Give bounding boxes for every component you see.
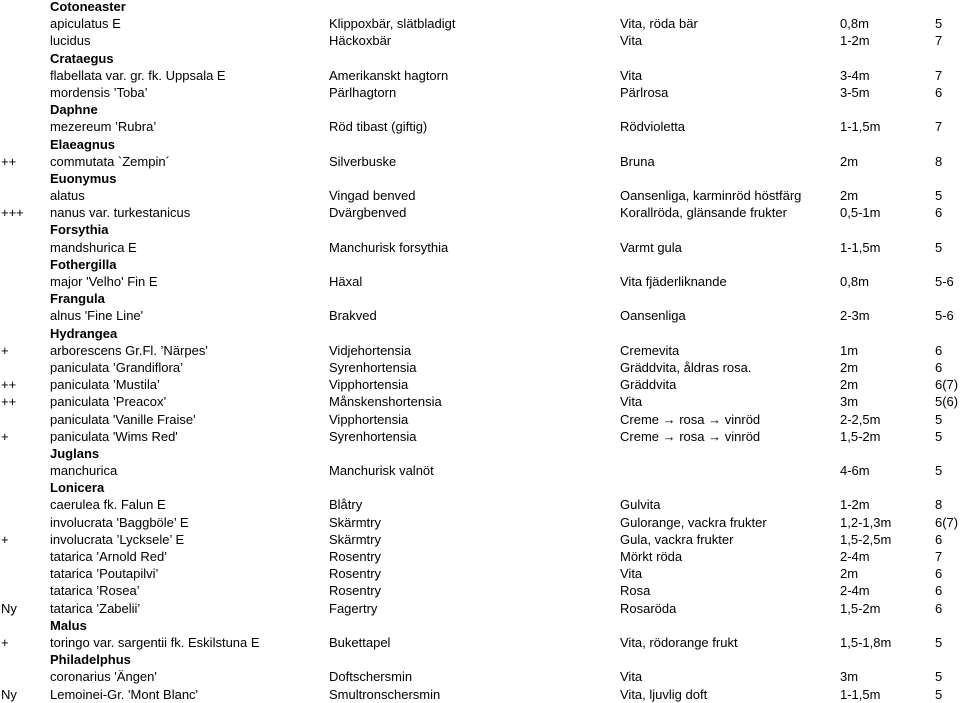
plant-height: 1-2m: [840, 497, 870, 513]
hardiness-zone: 5-6: [935, 274, 954, 289]
latin-name: alnus 'Fine Line': [50, 308, 144, 324]
swedish-name: Skärmtry: [329, 514, 381, 530]
swedish-name: Manchurisk forsythia: [329, 239, 449, 255]
hardiness-zone: 6: [935, 342, 943, 358]
flower-color: Pärlrosa: [620, 84, 669, 100]
swedish-name: Vipphortensia: [329, 377, 409, 393]
plant-row: [0, 393, 960, 410]
swedish-name: Syrenhortensia: [329, 428, 417, 444]
flower-color: Gula, vackra frukter: [620, 531, 734, 547]
latin-name: paniculata 'Wims Red': [50, 428, 178, 444]
plant-height: 2m: [840, 359, 859, 375]
plant-height: 1-1,5m: [840, 686, 881, 702]
latin-name: involucrata 'Baggböle’ E: [50, 514, 189, 530]
hardiness-zone: 6(7): [935, 377, 959, 393]
latin-name: tatarica ’Poutapilvi’: [50, 566, 159, 582]
genus-header-row: [0, 479, 960, 496]
novelty-mark: ++: [1, 153, 17, 169]
flower-color: Rosaröda: [620, 600, 677, 616]
flower-color: Oansenliga, karminröd höstfärg: [620, 188, 802, 204]
swedish-name: Dvärgbenved: [329, 205, 407, 221]
flower-color: Vita: [620, 33, 643, 49]
swedish-name: Doftschersmin: [329, 669, 413, 685]
plant-height: 1,2-1,3m: [840, 514, 892, 530]
swedish-name: Månskenshortensia: [329, 394, 442, 410]
swedish-name: Rosentry: [329, 566, 382, 582]
flower-color: Creme → rosa → vinröd: [620, 411, 761, 427]
latin-name: arborescens Gr.Fl. ’Närpes': [50, 342, 208, 358]
plant-height: 0,5-1m: [840, 205, 881, 221]
genus-name: Daphne: [50, 102, 98, 118]
plant-row: [0, 118, 960, 135]
plant-height: 2m: [840, 566, 859, 582]
swedish-name: Manchurisk valnöt: [329, 463, 434, 479]
plant-height: 2-3m: [840, 308, 870, 324]
genus-name: Frangula: [50, 291, 105, 307]
genus-name: Juglans: [50, 445, 100, 461]
plant-row: [0, 686, 960, 703]
plant-row: [0, 307, 960, 324]
plant-height: 1,5-2m: [840, 428, 881, 444]
flower-color: Gulorange, vackra frukter: [620, 514, 767, 530]
plant-row: [0, 565, 960, 582]
plant-row: [0, 376, 960, 393]
swedish-name: Syrenhortensia: [329, 359, 417, 375]
genus-name: Philadelphus: [50, 652, 131, 668]
flower-color: Vita, rödorange frukt: [620, 634, 738, 650]
genus-name: Malus: [50, 617, 87, 633]
hardiness-zone: 6: [935, 205, 943, 221]
plant-height: 2-4m: [840, 549, 870, 564]
genus-header-row: [0, 290, 960, 307]
flower-color: Vita: [620, 67, 643, 83]
genus-header-row: [0, 0, 960, 15]
latin-name: Lemoinei-Gr. 'Mont Blanc': [50, 686, 199, 702]
latin-name: caerulea fk. Falun E: [50, 497, 166, 513]
hardiness-zone: 8: [935, 153, 943, 169]
flower-color: Rosa: [620, 583, 651, 599]
flower-color: Vita: [620, 669, 643, 685]
plant-height: 1,5-2m: [840, 600, 881, 616]
plant-row: [0, 600, 960, 617]
plant-height: 2m: [840, 377, 859, 393]
novelty-mark: +: [1, 531, 9, 547]
hardiness-zone: 6: [935, 566, 943, 582]
genus-header-row: [0, 325, 960, 342]
genus-header-row: [0, 221, 960, 238]
hardiness-zone: 5: [935, 686, 943, 702]
plant-height: 2-4m: [840, 583, 870, 599]
hardiness-zone: 5(6): [935, 394, 959, 410]
genus-header-row: [0, 617, 960, 634]
genus-header-row: [0, 445, 960, 462]
plant-height: 1,5-1,8m: [840, 634, 892, 650]
flower-color: Vita: [620, 394, 643, 410]
swedish-name: Skärmtry: [329, 531, 381, 547]
plant-height: 2m: [840, 188, 859, 204]
swedish-name: Pärlhagtorn: [329, 84, 397, 100]
swedish-name: Smultronschersmin: [329, 686, 441, 702]
plant-height: 3m: [840, 669, 859, 685]
flower-color: Creme → rosa → vinröd: [620, 428, 761, 444]
plant-height: 1-1,5m: [840, 239, 881, 255]
genus-header-row: [0, 136, 960, 153]
swedish-name: Fagertry: [329, 600, 378, 616]
plant-row: [0, 548, 960, 565]
novelty-mark: Ny: [1, 686, 17, 702]
plant-row: [0, 153, 960, 170]
flower-color: Mörkt röda: [620, 549, 683, 564]
novelty-mark: +: [1, 634, 9, 650]
novelty-mark: Ny: [1, 600, 17, 616]
swedish-name: Vipphortensia: [329, 411, 409, 427]
plant-height: 1,5-2,5m: [840, 531, 892, 547]
latin-name: commutata `Zempin´: [50, 153, 170, 169]
swedish-name: Häckoxbär: [329, 33, 392, 49]
plant-row: [0, 359, 960, 376]
genus-header-row: [0, 651, 960, 668]
hardiness-zone: 6: [935, 359, 943, 375]
flower-color: Gulvita: [620, 497, 661, 513]
hardiness-zone: 5: [935, 634, 943, 650]
plant-row: [0, 634, 960, 651]
plant-height: 1m: [840, 342, 859, 358]
hardiness-zone: 6: [935, 531, 943, 547]
hardiness-zone: 5: [935, 463, 943, 479]
latin-name: mandshurica E: [50, 239, 137, 255]
hardiness-zone: 5: [935, 411, 943, 427]
plant-row: [0, 582, 960, 599]
latin-name: mordensis ’Toba’: [50, 84, 148, 100]
latin-name: paniculata 'Vanille Fraise': [50, 411, 196, 427]
plant-height: 2m: [840, 153, 859, 169]
plant-row: [0, 204, 960, 221]
swedish-name: Amerikanskt hagtorn: [329, 67, 449, 83]
novelty-mark: +: [1, 428, 9, 444]
novelty-mark: +: [1, 342, 9, 358]
genus-name: Elaeagnus: [50, 136, 116, 152]
plant-height: 2-2,5m: [840, 411, 881, 427]
plant-height: 1-1,5m: [840, 119, 881, 135]
plant-row: [0, 411, 960, 428]
hardiness-zone: 7: [935, 119, 943, 135]
flower-color: Bruna: [620, 153, 655, 169]
plant-row: [0, 462, 960, 479]
latin-name: tatarica ’Arnold Red’: [50, 549, 168, 564]
novelty-mark: ++: [1, 394, 17, 410]
latin-name: tatarica ’Zabelii’: [50, 600, 141, 616]
flower-color: Oansenliga: [620, 308, 686, 324]
hardiness-zone: 5: [935, 669, 943, 685]
latin-name: apiculatus E: [50, 16, 121, 32]
flower-color: Vita, röda bär: [620, 16, 698, 32]
latin-name: paniculata ’Preacox’: [50, 394, 167, 410]
flower-color: Vita, ljuvlig doft: [620, 686, 708, 702]
genus-name: Cotoneaster: [50, 0, 126, 14]
swedish-name: Rosentry: [329, 549, 382, 564]
hardiness-zone: 8: [935, 497, 943, 513]
latin-name: nanus var. turkestanicus: [50, 205, 191, 221]
hardiness-zone: 6: [935, 84, 943, 100]
flower-color: Korallröda, glänsande frukter: [620, 205, 787, 221]
genus-name: Forsythia: [50, 222, 109, 238]
swedish-name: Blåtry: [329, 497, 363, 513]
swedish-name: Rosentry: [329, 583, 382, 599]
hardiness-zone: 7: [935, 549, 943, 564]
genus-name: Lonicera: [50, 480, 105, 496]
plant-row: [0, 342, 960, 359]
swedish-name: Häxal: [329, 274, 363, 289]
genus-name: Hydrangea: [50, 325, 118, 341]
plant-row: [0, 428, 960, 445]
latin-name: paniculata ’Mustila’: [50, 377, 160, 393]
swedish-name: Klippoxbär, slätbladigt: [329, 16, 456, 32]
genus-header-row: [0, 101, 960, 118]
hardiness-zone: 6: [935, 600, 943, 616]
novelty-mark: +++: [1, 205, 24, 221]
plant-height: 4-6m: [840, 463, 870, 479]
genus-header-row: [0, 256, 960, 273]
swedish-name: Bukettapel: [329, 634, 391, 650]
plant-row: [0, 496, 960, 513]
hardiness-zone: 5-6: [935, 308, 954, 324]
flower-color: Vita fjäderliknande: [620, 274, 727, 289]
swedish-name: Röd tibast (giftig): [329, 119, 428, 135]
latin-name: mezereum ’Rubra’: [50, 119, 157, 135]
swedish-name: Vingad benved: [329, 188, 416, 204]
latin-name: toringo var. sargentii fk. Eskilstuna E: [50, 634, 260, 650]
hardiness-zone: 5: [935, 239, 943, 255]
flower-color: Varmt gula: [620, 239, 682, 255]
swedish-name: Silverbuske: [329, 153, 397, 169]
genus-name: Fothergilla: [50, 256, 117, 272]
flower-color: Cremevita: [620, 342, 680, 358]
hardiness-zone: 5: [935, 188, 943, 204]
plant-row: [0, 239, 960, 256]
genus-name: Crataegus: [50, 50, 114, 66]
flower-color: Gräddvita: [620, 377, 677, 393]
genus-header-row: [0, 170, 960, 187]
plant-row: [0, 32, 960, 49]
swedish-name: Vidjehortensia: [329, 342, 412, 358]
plant-height: 3-5m: [840, 84, 870, 100]
hardiness-zone: 5: [935, 428, 943, 444]
latin-name: involucrata ’Lycksele’ E: [50, 531, 185, 547]
plant-row: [0, 84, 960, 101]
swedish-name: Brakved: [329, 308, 377, 324]
latin-name: paniculata ’Grandiflora’: [50, 359, 183, 375]
plant-row: [0, 15, 960, 32]
latin-name: manchurica: [50, 463, 118, 479]
latin-name: coronarius 'Ängen': [50, 669, 157, 685]
plant-row: [0, 514, 960, 531]
flower-color: Rödvioletta: [620, 119, 686, 135]
plant-row: [0, 531, 960, 548]
latin-name: flabellata var. gr. fk. Uppsala E: [50, 67, 226, 83]
hardiness-zone: 6: [935, 583, 943, 599]
latin-name: tatarica ’Rosea’: [50, 583, 140, 599]
hardiness-zone: 7: [935, 33, 943, 49]
plant-row: [0, 668, 960, 685]
flower-color: Vita: [620, 566, 643, 582]
latin-name: lucidus: [50, 33, 91, 49]
genus-header-row: [0, 50, 960, 67]
latin-name: major 'Velho' Fin E: [50, 274, 158, 289]
plant-height: 0,8m: [840, 274, 869, 289]
genus-name: Euonymus: [50, 170, 117, 186]
hardiness-zone: 6(7): [935, 514, 959, 530]
hardiness-zone: 5: [935, 16, 943, 32]
plant-height: 1-2m: [840, 33, 870, 49]
plant-height: 0,8m: [840, 16, 869, 32]
plant-row: [0, 67, 960, 84]
flower-color: Gräddvita, åldras rosa.: [620, 359, 752, 375]
latin-name: alatus: [50, 188, 85, 204]
plant-height: 3m: [840, 394, 859, 410]
plant-row: [0, 187, 960, 204]
novelty-mark: ++: [1, 377, 17, 393]
hardiness-zone: 7: [935, 67, 943, 83]
plant-height: 3-4m: [840, 67, 870, 83]
plant-row: [0, 273, 960, 290]
